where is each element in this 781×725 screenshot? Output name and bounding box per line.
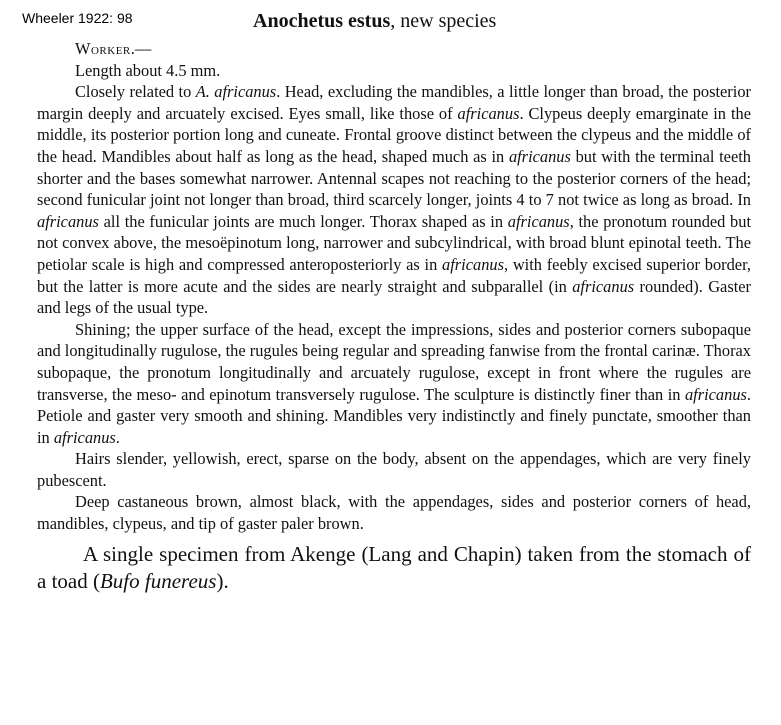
text-run: , the pronotum rounded but not convex above, the mesoëpinotum long, narrower and subcylindrical, with broad blunt epinotal teeth. The petiolar scale is high and compressed anteroposteriorly as in	[37, 211, 751, 274]
paragraph-morphology	[37, 81, 751, 319]
italic-term: A. africanus	[195, 82, 277, 102]
length-line: Length about 4.5 mm.	[75, 60, 221, 80]
text-run: .	[115, 427, 120, 447]
text-run: . Clypeus deeply emarginate in the middle, its posterior portion long and cuneate. Frontal groove distinct between the clypeus and the middle of the head. Mandibles about half as long as the head, shaped much as in	[37, 103, 751, 166]
text-run: ).	[216, 568, 229, 593]
text-run: Deep castaneous brown, almost black, with the appendages, sides and posterior corners of head, mandibles, clypeus, and tip of gaster paler brown.	[37, 492, 751, 534]
italic-term: africanus	[507, 211, 570, 231]
caste-heading: Worker.—	[75, 39, 152, 58]
species-heading	[253, 10, 496, 33]
description-body	[37, 38, 751, 595]
text-run: . Petiole and gaster very smooth and shining. Mandibles very indistinctly and finely punctate, smoother than in	[37, 384, 751, 447]
caste-label: Worker	[75, 39, 131, 58]
italic-term: africanus	[684, 384, 747, 404]
text-run: , with feebly excised superior border, but the latter is more acute and the sides are nearly straight and subparallel (in	[37, 254, 751, 296]
italic-term: africanus	[53, 427, 116, 447]
italic-term: africanus	[508, 146, 571, 166]
italic-term: africanus	[37, 211, 99, 231]
species-name: Anochetus estus	[253, 10, 391, 32]
text-run: but with the terminal teeth shorter and the bases somewhat narrower. Antennal scapes not reaching to the posterior corners of the head; second funicular joint not longer than broad, third scarcely longer, joints 4 to 7 not twice as long as broad. In	[37, 146, 751, 210]
italic-term: africanus	[572, 276, 635, 296]
text-run: all the funicular joints are much longer. Thorax shaped as in	[98, 211, 508, 231]
text-run: rounded). Gaster and legs of the usual type.	[37, 276, 751, 318]
text-run: Shining; the upper surface of the head, except the impressions, sides and posterior corners subopaque and longitudinally rugulose, the rugules being regular and spreading fanwise from the frontal carinæ. Thorax subopaque, the pronotum longitudinally and arcuately rugulose, except in front where the rugules are transverse, the meso- and epinotum transversely rugulose. The sculpture is distinctly finer than in	[37, 319, 751, 404]
citation-reference: Wheeler 1922: 98	[22, 10, 133, 26]
italic-term: Bufo funereus	[99, 568, 217, 593]
paragraph-sculpture	[37, 319, 751, 449]
italic-term: africanus	[457, 103, 520, 123]
text-run: A single specimen from Akenge (Lang and Chapin) taken from the stomach of a toad (	[37, 541, 751, 593]
text-run: Closely related to	[75, 82, 196, 102]
italic-term: africanus	[442, 254, 504, 274]
text-run: Hairs slender, yellowish, erect, sparse on the body, absent on the appendages, which are very finely pubescent.	[37, 449, 751, 490]
paragraph-specimen	[37, 541, 751, 595]
text-run: . Head, excluding the mandibles, a little longer than broad, the posterior margin deeply and arcuately excised. Eyes small, like those of	[37, 82, 751, 123]
species-status: , new species	[390, 10, 497, 32]
paragraph-pilosity	[37, 448, 751, 491]
paragraph-color	[37, 491, 751, 534]
